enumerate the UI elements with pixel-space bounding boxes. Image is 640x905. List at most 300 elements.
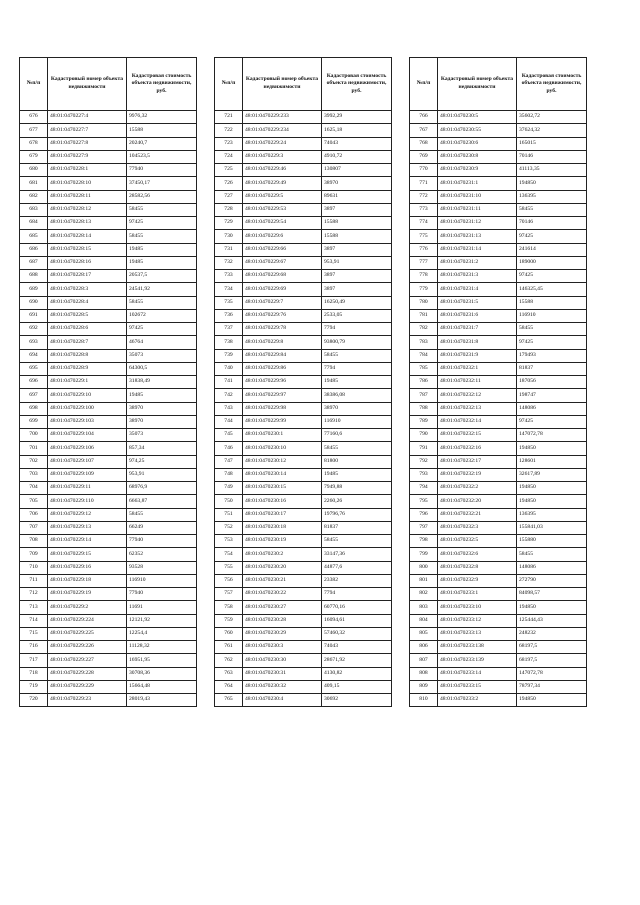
row-number: 689 — [20, 283, 48, 296]
cadastral-value: 12254,4 — [127, 627, 197, 640]
cadastral-number: 48:01:0470228:16 — [48, 256, 127, 269]
table-row — [20, 521, 197, 534]
cadastral-number: 48:01:0470230:1 — [243, 429, 322, 442]
cadastral-value: 116910 — [517, 309, 587, 322]
cadastral-number: 48:01:0470229:3 — [243, 150, 322, 163]
cadastral-number: 48:01:0470229:103 — [48, 415, 127, 428]
table-row — [215, 362, 392, 375]
cadastral-number: 48:01:0470228:13 — [48, 217, 127, 230]
cadastral-value: 74043 — [322, 641, 392, 654]
cadastral-number: 48:01:0470229:18 — [48, 574, 127, 587]
row-number: 802 — [410, 588, 438, 601]
table-row — [20, 256, 197, 269]
cadastral-number: 48:01:0470229:98 — [243, 402, 322, 415]
row-number: 680 — [20, 164, 48, 177]
row-number: 708 — [20, 535, 48, 548]
cadastral-number: 48:01:0470229:12 — [48, 508, 127, 521]
cadastral-number: 48:01:0470229:11 — [48, 482, 127, 495]
cadastral-value: 70146 — [517, 150, 587, 163]
row-number: 734 — [215, 283, 243, 296]
row-number: 725 — [215, 164, 243, 177]
cadastral-value: 84098,57 — [517, 588, 587, 601]
table-row — [215, 230, 392, 243]
cadastral-number: 48:01:0470232:16 — [438, 442, 517, 455]
table-row — [410, 482, 587, 495]
table-row — [20, 336, 197, 349]
table-row — [215, 177, 392, 190]
cadastral-number: 48:01:0470227:7 — [48, 124, 127, 137]
row-number: 794 — [410, 482, 438, 495]
header-cadastral-number: Кадастровый номер объекта недвижимости — [438, 58, 517, 111]
cadastral-value: 38970 — [322, 177, 392, 190]
table-row — [215, 296, 392, 309]
row-number: 713 — [20, 601, 48, 614]
row-number: 720 — [20, 694, 48, 707]
cadastral-value: 58455 — [127, 508, 197, 521]
row-number: 788 — [410, 402, 438, 415]
cadastral-value: 3992,29 — [322, 111, 392, 124]
row-number: 768 — [410, 137, 438, 150]
cadastral-value: 136395 — [517, 190, 587, 203]
cadastral-number: 48:01:0470230:12 — [243, 455, 322, 468]
table-row — [410, 323, 587, 336]
cadastral-value: 20537,5 — [127, 270, 197, 283]
table-row — [410, 495, 587, 508]
table-row — [410, 667, 587, 680]
cadastral-value: 194850 — [517, 482, 587, 495]
row-number: 778 — [410, 270, 438, 283]
table-row — [20, 667, 197, 680]
cadastral-number: 48:01:0470229:84 — [243, 349, 322, 362]
cadastral-value: 44877,6 — [322, 561, 392, 574]
table-row — [410, 548, 587, 561]
cadastral-number: 48:01:0470232:6 — [438, 548, 517, 561]
cadastral-number: 48:01:0470229:67 — [243, 256, 322, 269]
table-row — [410, 588, 587, 601]
cadastral-value: 19485 — [127, 243, 197, 256]
header-cadastral-value: Кадастровая стоимость объекта недвижимости, руб. — [127, 58, 197, 111]
cadastral-number: 48:01:0470233:1 — [438, 588, 517, 601]
cadastral-number: 48:01:0470229:10 — [48, 389, 127, 402]
row-number: 783 — [410, 336, 438, 349]
cadastral-value: 128601 — [517, 455, 587, 468]
cadastral-number: 48:01:0470232:3 — [438, 521, 517, 534]
cadastral-value: 77940 — [127, 535, 197, 548]
cadastral-number: 48:01:0470230:6 — [438, 137, 517, 150]
cadastral-value: 97425 — [517, 336, 587, 349]
row-number: 742 — [215, 389, 243, 402]
cadastral-value: 19796,76 — [322, 508, 392, 521]
table-row — [215, 349, 392, 362]
cadastral-value: 97425 — [517, 415, 587, 428]
table-row — [410, 111, 587, 124]
cadastral-value: 38386,08 — [322, 389, 392, 402]
row-number: 791 — [410, 442, 438, 455]
cadastral-value: 2260,26 — [322, 495, 392, 508]
cadastral-value: 2533,05 — [322, 309, 392, 322]
table-row — [410, 164, 587, 177]
table-row — [410, 601, 587, 614]
cadastral-value: 23382 — [322, 574, 392, 587]
cadastral-number: 48:01:0470230:21 — [243, 574, 322, 587]
table-row — [20, 468, 197, 481]
cadastral-value: 272790 — [517, 574, 587, 587]
cadastral-value: 93800,79 — [322, 336, 392, 349]
row-number: 735 — [215, 296, 243, 309]
cadastral-number: 48:01:0470227:9 — [48, 150, 127, 163]
cadastral-value: 30708,36 — [127, 667, 197, 680]
cadastral-value: 37450,17 — [127, 177, 197, 190]
cadastral-value: 19485 — [127, 389, 197, 402]
cadastral-value: 20240,7 — [127, 137, 197, 150]
cadastral-value: 194850 — [517, 601, 587, 614]
row-number: 733 — [215, 270, 243, 283]
cadastral-number: 48:01:0470229:229 — [48, 680, 127, 693]
cadastral-number: 48:01:0470231:11 — [438, 203, 517, 216]
table-row — [410, 217, 587, 230]
cadastral-value: 77160,6 — [322, 429, 392, 442]
row-number: 747 — [215, 455, 243, 468]
row-number: 760 — [215, 627, 243, 640]
row-number: 765 — [215, 694, 243, 707]
cadastral-number: 48:01:0470229:109 — [48, 468, 127, 481]
row-number: 787 — [410, 389, 438, 402]
header-row — [215, 58, 392, 111]
cadastral-value: 7794 — [322, 323, 392, 336]
table-row — [20, 429, 197, 442]
cadastral-number: 48:01:0470232:17 — [438, 455, 517, 468]
cadastral-value: 11691 — [127, 601, 197, 614]
row-number: 744 — [215, 415, 243, 428]
table-row — [215, 150, 392, 163]
table-row — [20, 654, 197, 667]
table-row — [20, 614, 197, 627]
cadastral-value: 148086 — [517, 402, 587, 415]
cadastral-number: 48:01:0470230:29 — [243, 627, 322, 640]
table-row — [410, 243, 587, 256]
row-number: 693 — [20, 336, 48, 349]
table-row — [215, 694, 392, 707]
row-number: 724 — [215, 150, 243, 163]
row-number: 707 — [20, 521, 48, 534]
cadastral-table-2 — [214, 57, 392, 707]
row-number: 699 — [20, 415, 48, 428]
cadastral-number: 48:01:0470231:8 — [438, 336, 517, 349]
table-row — [20, 402, 197, 415]
row-number: 772 — [410, 190, 438, 203]
cadastral-number: 48:01:0470229:69 — [243, 283, 322, 296]
row-number: 686 — [20, 243, 48, 256]
cadastral-number: 48:01:0470229:228 — [48, 667, 127, 680]
header-cadastral-number: Кадастровый номер объекта недвижимости — [48, 58, 127, 111]
table-row — [20, 641, 197, 654]
cadastral-value: 58455 — [517, 548, 587, 561]
cadastral-value: 155841,03 — [517, 521, 587, 534]
cadastral-number: 48:01:0470230:18 — [243, 521, 322, 534]
row-number: 751 — [215, 508, 243, 521]
cadastral-value: 41113,35 — [517, 164, 587, 177]
row-number: 790 — [410, 429, 438, 442]
cadastral-value: 15588 — [322, 230, 392, 243]
row-number: 780 — [410, 296, 438, 309]
row-number: 758 — [215, 601, 243, 614]
row-number: 700 — [20, 429, 48, 442]
cadastral-number: 48:01:0470229:107 — [48, 455, 127, 468]
table-row — [215, 336, 392, 349]
cadastral-value: 194850 — [517, 442, 587, 455]
cadastral-number: 48:01:0470233:12 — [438, 614, 517, 627]
row-number: 712 — [20, 588, 48, 601]
cadastral-number: 48:01:0470229:13 — [48, 521, 127, 534]
row-number: 739 — [215, 349, 243, 362]
cadastral-value: 12121,92 — [127, 614, 197, 627]
row-number: 774 — [410, 217, 438, 230]
cadastral-number: 48:01:0470231:12 — [438, 217, 517, 230]
cadastral-value: 116910 — [322, 415, 392, 428]
cadastral-value: 77940 — [127, 164, 197, 177]
cadastral-value: 64300,5 — [127, 362, 197, 375]
row-number: 683 — [20, 203, 48, 216]
cadastral-value: 16951,95 — [127, 654, 197, 667]
row-number: 717 — [20, 654, 48, 667]
table-row — [20, 627, 197, 640]
row-number: 688 — [20, 270, 48, 283]
row-number: 722 — [215, 124, 243, 137]
cadastral-number: 48:01:0470228:4 — [48, 296, 127, 309]
table-row — [20, 270, 197, 283]
row-number: 738 — [215, 336, 243, 349]
row-number: 676 — [20, 111, 48, 124]
cadastral-value: 9976,32 — [127, 111, 197, 124]
table-row — [215, 203, 392, 216]
cadastral-number: 48:01:0470228:8 — [48, 349, 127, 362]
cadastral-value: 3897 — [322, 283, 392, 296]
row-number: 762 — [215, 654, 243, 667]
row-number: 750 — [215, 495, 243, 508]
cadastral-value: 16094,61 — [322, 614, 392, 627]
cadastral-number: 48:01:0470231:3 — [438, 270, 517, 283]
table-row — [410, 627, 587, 640]
row-number: 730 — [215, 230, 243, 243]
row-number: 728 — [215, 203, 243, 216]
row-number: 687 — [20, 256, 48, 269]
table-row — [215, 442, 392, 455]
table-row — [20, 243, 197, 256]
cadastral-value: 46764 — [127, 336, 197, 349]
cadastral-number: 48:01:0470232:11 — [438, 376, 517, 389]
row-number: 697 — [20, 389, 48, 402]
row-number: 749 — [215, 482, 243, 495]
row-number: 709 — [20, 548, 48, 561]
row-number: 704 — [20, 482, 48, 495]
row-number: 737 — [215, 323, 243, 336]
header-num: №п/п — [215, 58, 243, 111]
cadastral-number: 48:01:0470231:9 — [438, 349, 517, 362]
cadastral-number: 48:01:0470229:54 — [243, 217, 322, 230]
table-row — [20, 111, 197, 124]
cadastral-number: 48:01:0470231:5 — [438, 296, 517, 309]
row-number: 682 — [20, 190, 48, 203]
cadastral-value: 58455 — [127, 296, 197, 309]
table-row — [215, 256, 392, 269]
table-row — [410, 296, 587, 309]
cadastral-value: 155880 — [517, 535, 587, 548]
row-number: 766 — [410, 111, 438, 124]
row-number: 695 — [20, 362, 48, 375]
table-row — [410, 389, 587, 402]
row-number: 752 — [215, 521, 243, 534]
row-number: 793 — [410, 468, 438, 481]
row-number: 769 — [410, 150, 438, 163]
cadastral-number: 48:01:0470230:15 — [243, 482, 322, 495]
row-number: 807 — [410, 654, 438, 667]
cadastral-value: 3897 — [322, 203, 392, 216]
cadastral-value: 4130,82 — [322, 667, 392, 680]
cadastral-value: 147072,78 — [517, 429, 587, 442]
table-row — [215, 164, 392, 177]
cadastral-number: 48:01:0470230:17 — [243, 508, 322, 521]
cadastral-value: 31838,49 — [127, 376, 197, 389]
cadastral-number: 48:01:0470229:76 — [243, 309, 322, 322]
table-row — [410, 137, 587, 150]
cadastral-number: 48:01:0470229:68 — [243, 270, 322, 283]
cadastral-value: 62352 — [127, 548, 197, 561]
cadastral-number: 48:01:0470229:104 — [48, 429, 127, 442]
table-row — [215, 667, 392, 680]
cadastral-value: 60770,16 — [322, 601, 392, 614]
row-number: 731 — [215, 243, 243, 256]
row-number: 795 — [410, 495, 438, 508]
table-row — [410, 680, 587, 693]
cadastral-value: 116910 — [127, 574, 197, 587]
row-number: 754 — [215, 548, 243, 561]
row-number: 741 — [215, 376, 243, 389]
cadastral-number: 48:01:0470232:15 — [438, 429, 517, 442]
row-number: 736 — [215, 309, 243, 322]
row-number: 681 — [20, 177, 48, 190]
table-row — [215, 548, 392, 561]
row-number: 694 — [20, 349, 48, 362]
cadastral-value: 58455 — [322, 535, 392, 548]
table-row — [410, 230, 587, 243]
row-number: 692 — [20, 323, 48, 336]
table-row — [20, 389, 197, 402]
cadastral-value: 68976,9 — [127, 482, 197, 495]
table-row — [410, 442, 587, 455]
table-row — [20, 283, 197, 296]
row-number: 800 — [410, 561, 438, 574]
cadastral-value: 81837 — [322, 521, 392, 534]
cadastral-value: 28019,43 — [127, 694, 197, 707]
cadastral-number: 48:01:0470230:2 — [243, 548, 322, 561]
cadastral-value: 33147,36 — [322, 548, 392, 561]
table-row — [20, 177, 197, 190]
cadastral-value: 38970 — [322, 402, 392, 415]
table-row — [20, 203, 197, 216]
table-row — [215, 309, 392, 322]
cadastral-value: 130807 — [322, 164, 392, 177]
cadastral-number: 48:01:0470230:22 — [243, 588, 322, 601]
row-number: 764 — [215, 680, 243, 693]
table-row — [215, 111, 392, 124]
cadastral-number: 48:01:0470229:66 — [243, 243, 322, 256]
cadastral-number: 48:01:0470230:14 — [243, 468, 322, 481]
table-row — [215, 283, 392, 296]
table-row — [410, 376, 587, 389]
cadastral-value: 953,91 — [127, 468, 197, 481]
row-number: 719 — [20, 680, 48, 693]
cadastral-number: 48:01:0470229:46 — [243, 164, 322, 177]
row-number: 804 — [410, 614, 438, 627]
cadastral-value: 187056 — [517, 376, 587, 389]
cadastral-number: 48:01:0470231:6 — [438, 309, 517, 322]
row-number: 746 — [215, 442, 243, 455]
row-number: 691 — [20, 309, 48, 322]
cadastral-value: 1625,18 — [322, 124, 392, 137]
cadastral-number: 48:01:0470233:15 — [438, 680, 517, 693]
table-row — [410, 203, 587, 216]
cadastral-value: 19485 — [127, 256, 197, 269]
row-number: 797 — [410, 521, 438, 534]
row-number: 745 — [215, 429, 243, 442]
cadastral-value: 3897 — [322, 243, 392, 256]
cadastral-value: 30692 — [322, 694, 392, 707]
cadastral-value: 58455 — [322, 442, 392, 455]
cadastral-value: 136395 — [517, 508, 587, 521]
row-number: 702 — [20, 455, 48, 468]
header-row — [20, 58, 197, 111]
row-number: 755 — [215, 561, 243, 574]
row-number: 763 — [215, 667, 243, 680]
cadastral-value: 248232 — [517, 627, 587, 640]
table-row — [410, 309, 587, 322]
table-row — [20, 508, 197, 521]
cadastral-number: 48:01:0470230:27 — [243, 601, 322, 614]
cadastral-number: 48:01:0470230:5 — [438, 111, 517, 124]
cadastral-value: 38970 — [127, 415, 197, 428]
table-row — [410, 561, 587, 574]
table-row — [215, 574, 392, 587]
row-number: 777 — [410, 256, 438, 269]
table-row — [215, 402, 392, 415]
row-number: 770 — [410, 164, 438, 177]
cadastral-value: 409,15 — [322, 680, 392, 693]
table-row — [215, 323, 392, 336]
table-row — [20, 535, 197, 548]
table-row — [215, 270, 392, 283]
cadastral-value: 148086 — [517, 561, 587, 574]
table-row — [20, 495, 197, 508]
table-row — [20, 150, 197, 163]
cadastral-number: 48:01:0470229:227 — [48, 654, 127, 667]
cadastral-number: 48:01:0470228:11 — [48, 190, 127, 203]
cadastral-number: 48:01:0470232:8 — [438, 561, 517, 574]
row-number: 723 — [215, 137, 243, 150]
cadastral-value: 19485 — [322, 376, 392, 389]
row-number: 759 — [215, 614, 243, 627]
table-row — [215, 376, 392, 389]
row-number: 767 — [410, 124, 438, 137]
table-row — [20, 561, 197, 574]
row-number: 803 — [410, 601, 438, 614]
row-number: 721 — [215, 111, 243, 124]
row-number: 779 — [410, 283, 438, 296]
table-row — [20, 482, 197, 495]
cadastral-number: 48:01:0470229:233 — [243, 111, 322, 124]
table-row — [215, 561, 392, 574]
table-row — [410, 468, 587, 481]
row-number: 715 — [20, 627, 48, 640]
